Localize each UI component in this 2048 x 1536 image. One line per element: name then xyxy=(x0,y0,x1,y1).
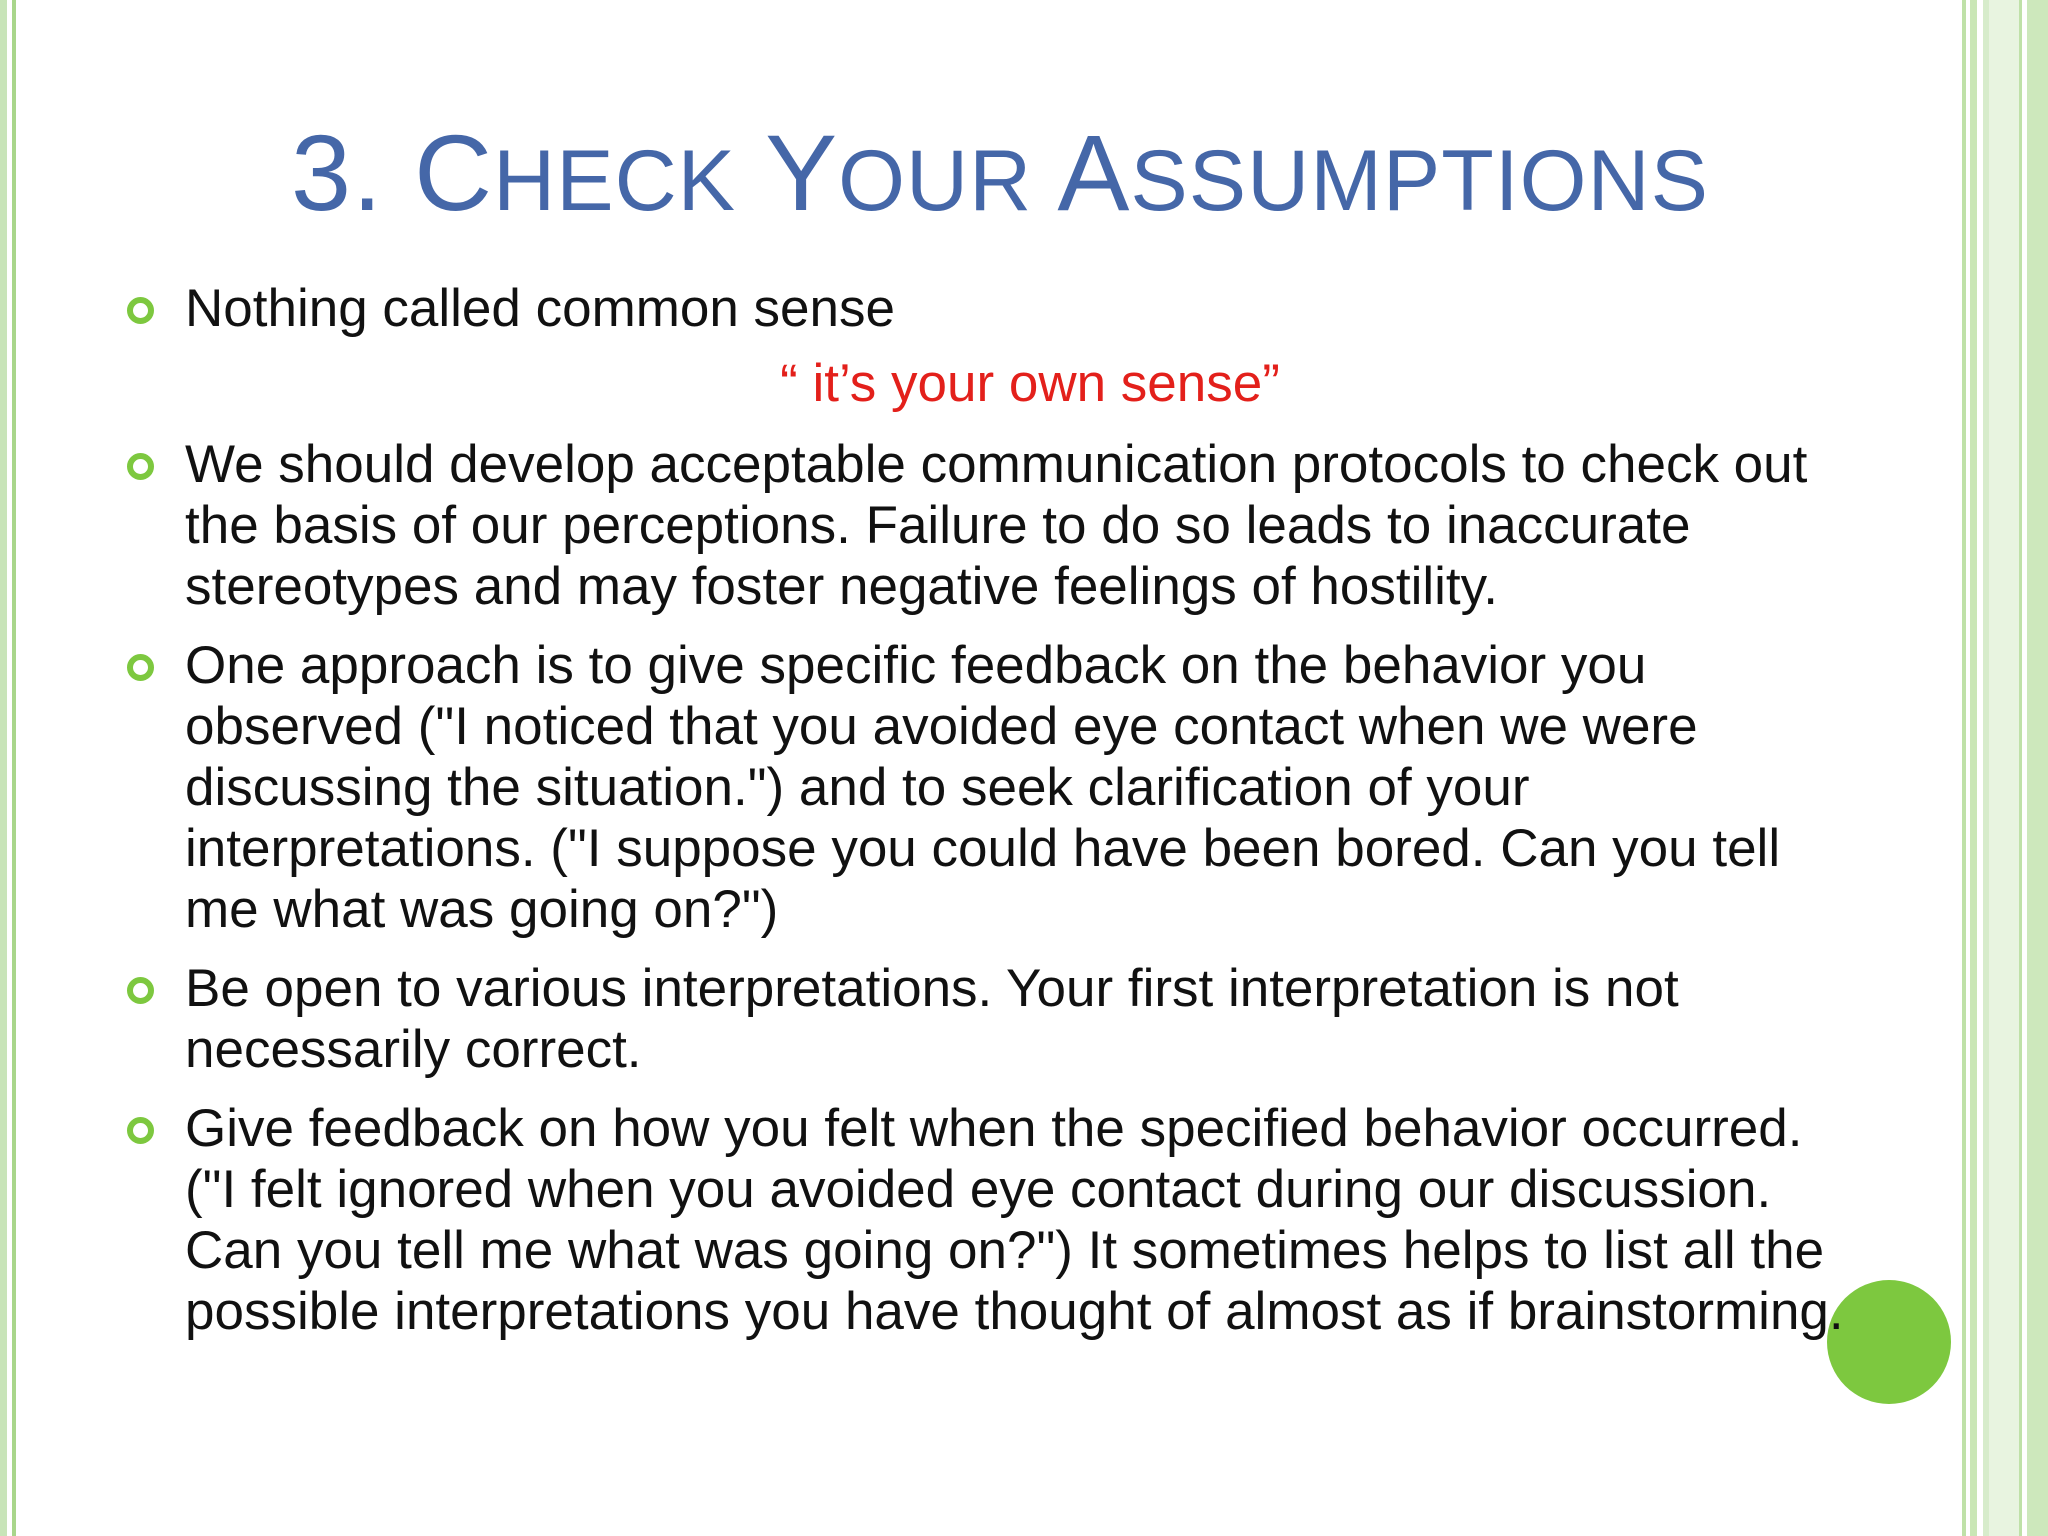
title-word-check: CHECK xyxy=(414,112,737,233)
bullet-item xyxy=(127,278,1847,339)
bullet-item xyxy=(127,635,1847,940)
hollow-circle-bullet-icon xyxy=(127,297,154,324)
title-word-assumptions: ASSUMPTIONS xyxy=(1057,112,1709,233)
hollow-circle-bullet-icon xyxy=(127,977,154,1004)
hollow-circle-bullet-icon xyxy=(127,453,154,480)
bullet-item xyxy=(127,1098,1847,1342)
quote-text: “ it’s your own sense” xyxy=(780,354,1280,413)
bullet-text: Be open to various interpretations. Your first interpretation is not necessarily correct. xyxy=(185,959,1679,1079)
title-word-your: YOUR xyxy=(765,112,1033,233)
title-number: 3. xyxy=(291,112,384,233)
slide-title xyxy=(0,108,2000,246)
hollow-circle-bullet-icon xyxy=(127,654,154,681)
bullet-text: Give feedback on how you felt when the specified behavior occurred. ("I felt ignored when you avoided eye contact during our discussion. Can you tell me what was going on?") It sometimes helps to list all the possible interpretations you have thought of almost as if brainstorming. xyxy=(185,1099,1844,1341)
bullet-item xyxy=(127,434,1847,617)
bullet-item xyxy=(127,958,1847,1080)
bullet-text: We should develop acceptable communication protocols to check out the basis of our perceptions. Failure to do so leads to inaccurate stereotypes and may foster negative feelings of hostility. xyxy=(185,435,1808,616)
bullet-list xyxy=(127,278,1847,1360)
bullet-text: Nothing called common sense xyxy=(185,279,895,338)
bullet-text: One approach is to give specific feedback on the behavior you observed ("I noticed that you avoided eye contact when we were discussing the situation.") and to seek clarification of your interpretations. ("I suppose you could have been bored. Can you tell me what was going on?") xyxy=(185,636,1781,939)
hollow-circle-bullet-icon xyxy=(127,1117,154,1144)
